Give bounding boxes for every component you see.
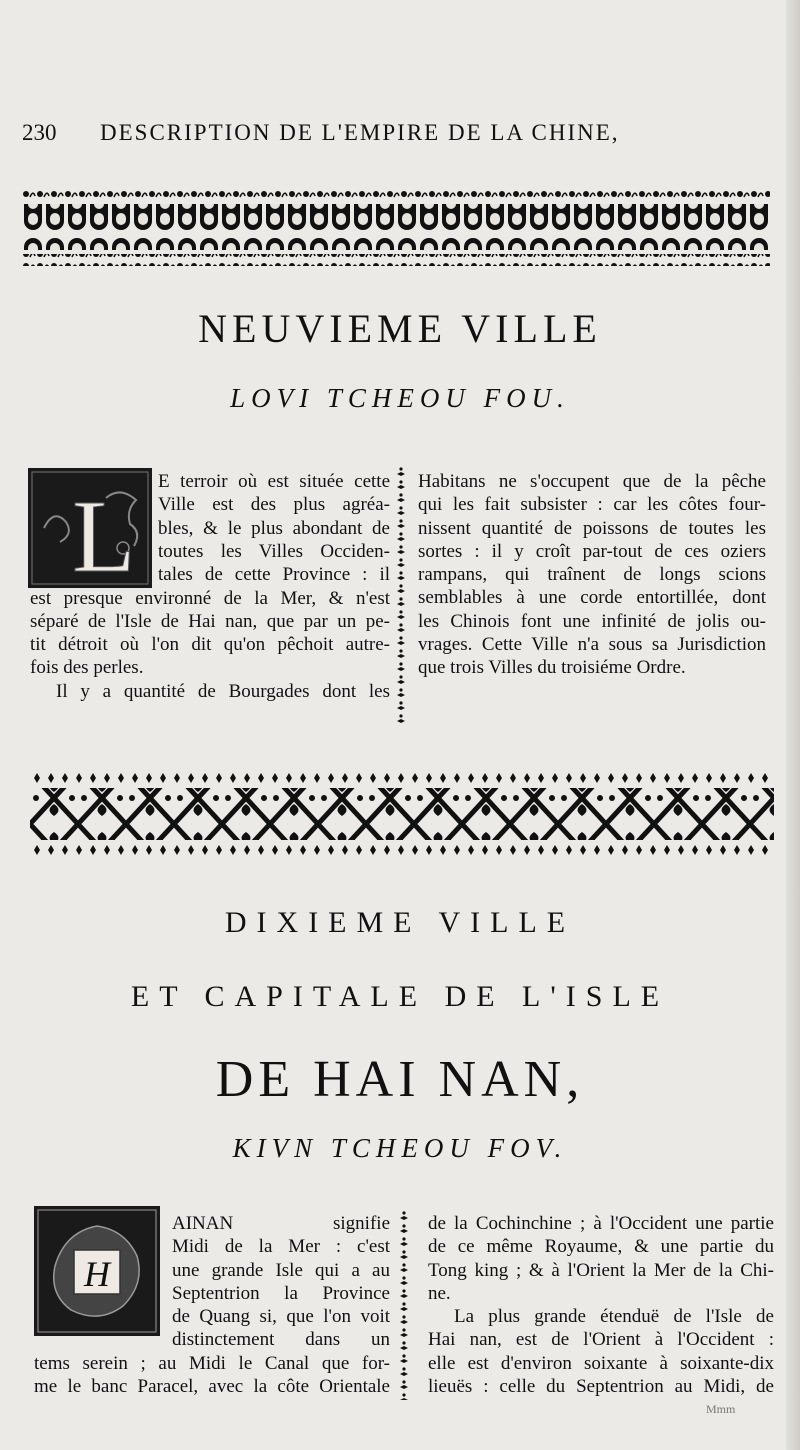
text-line: Septentrion la Province: [172, 1282, 390, 1304]
section-title-dixieme-ville: DIXIEME VILLE: [224, 906, 576, 939]
text-line: tems serein ; au Midi le Canal que for-: [34, 1353, 390, 1374]
signature-mark: Mmm: [706, 1402, 736, 1416]
text-line: Tong king ; & à l'Orient la Mer de la Chi-: [428, 1259, 774, 1281]
dropcap-l-letter: L: [72, 479, 136, 588]
section2-left-column-full: [34, 1352, 390, 1399]
text-line: fois des perles.: [30, 657, 144, 679]
section1-left-column-full: [30, 587, 390, 703]
dropcap-h-ornament: [34, 1206, 160, 1336]
text-line: qui les fait subsister : car les côtes four-: [418, 494, 766, 516]
middle-ornament-band: [30, 772, 774, 858]
text-line: distinctement dans un: [172, 1329, 390, 1351]
text-line: AINAN signifie: [172, 1213, 390, 1234]
dropcap-h-letter: H: [84, 1254, 110, 1294]
section2-left-column: [172, 1212, 390, 1352]
text-line: elle est d'environ soixante à soixante-dix: [428, 1352, 774, 1374]
text-line: tales de cette Province : il: [158, 564, 390, 586]
text-line: toutes les Villes Occiden-: [158, 540, 390, 562]
text-line: Midi de la Mer : c'est: [172, 1236, 390, 1258]
section-title-capitale: ET CAPITALE DE L'ISLE: [130, 980, 670, 1013]
text-line: rampans, qui traînent de longs scions: [418, 564, 766, 586]
text-line: de ce même Royaume, & une partie du: [428, 1236, 774, 1258]
section-subtitle-kiun-tcheou-fou: KIVN TCHEOU FOV.: [232, 1133, 568, 1163]
text-line: Il y a quantité de Bourgades dont les: [56, 680, 390, 702]
text-line: séparé de l'Isle de Hai nan, que par un pe-: [30, 610, 390, 632]
text-line: sortes : il y croît par-tout de ces oziers: [418, 540, 766, 562]
section2-right-column: [428, 1212, 774, 1398]
text-line: Habitans ne s'occupent que de la pêche: [418, 471, 766, 492]
text-line: E terroir où est située cette: [158, 471, 390, 492]
text-line: Ville est des plus agréa-: [158, 494, 390, 516]
section1-right-column: [418, 470, 766, 680]
text-line: une grande Isle qui a au: [172, 1259, 390, 1281]
section-title-neuvieme-ville: NEUVIEME VILLE: [198, 306, 602, 351]
text-line: les Chinois font une infinité de jolis ou-: [418, 610, 766, 632]
dropcap-l-ornament: [28, 468, 152, 588]
column-rule-1: [394, 466, 408, 726]
section-title-de-hai-nan: DE HAI NAN,: [215, 1051, 585, 1108]
page-number: 230: [22, 120, 57, 145]
section-subtitle-loui-tcheou-fou: LOVI TCHEOU FOU.: [230, 383, 570, 413]
text-line: tit détroit où l'on dit qu'on pêchoit autre-: [30, 634, 390, 656]
text-line: vrages. Cette Ville n'a sous sa Jurisdiction: [418, 634, 766, 656]
text-line: de Quang si, que l'on voit: [172, 1306, 390, 1328]
running-title: DESCRIPTION DE L'EMPIRE DE LA CHINE,: [100, 120, 620, 145]
top-ornament-band: [22, 188, 770, 270]
text-line: me le banc Paracel, avec la côte Orientale: [34, 1376, 390, 1398]
text-line: ne.: [428, 1282, 451, 1304]
section1-left-column: [158, 470, 390, 586]
text-line: La plus grande étenduë de l'Isle de: [454, 1306, 774, 1328]
running-head: [22, 120, 742, 154]
text-line: lieuës : celle du Septentrion au Midi, de: [428, 1376, 774, 1398]
column-rule-2: [397, 1210, 411, 1400]
text-line: Hai nan, est de l'Orient à l'Occident :: [428, 1329, 774, 1351]
text-line: nissent quantité de poissons de toutes les: [418, 517, 766, 539]
text-line: bles, & le plus abondant de: [158, 517, 390, 539]
text-line: que trois Villes du troisiéme Ordre.: [418, 657, 686, 679]
text-line: de la Cochinchine ; à l'Occident une partie: [428, 1213, 774, 1234]
page-edge-shadow: [786, 0, 800, 1450]
text-line: semblables à une corde entortillée, dont: [418, 587, 766, 609]
text-line: est presque environné de la Mer, & n'est: [30, 587, 390, 609]
